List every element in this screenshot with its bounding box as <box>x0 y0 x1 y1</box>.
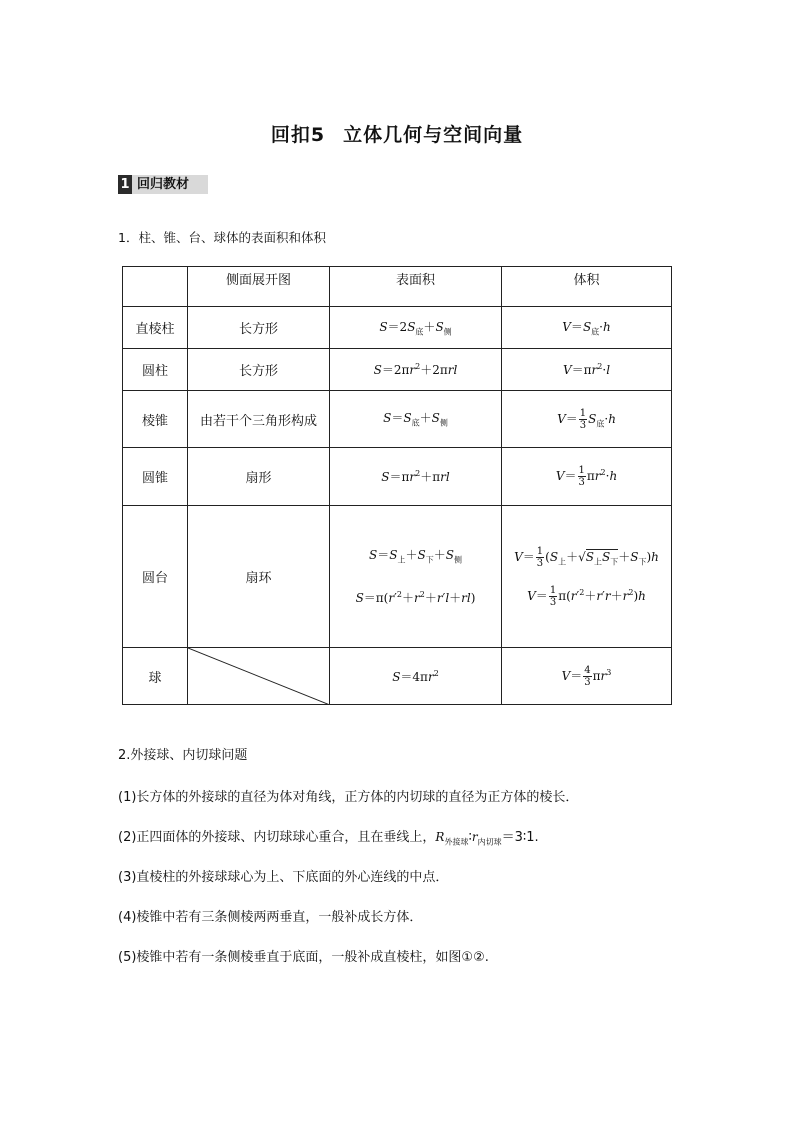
shape-name: 圆锥 <box>123 448 188 506</box>
table-header-row <box>123 267 672 307</box>
volume-formula: V＝ $\frac{1}{3}$ $\pi r^2\cdot h$ <box>502 448 672 506</box>
net-shape-diagonal <box>188 648 330 705</box>
area-formula: $S=2S_底+S_侧$ <box>330 307 502 349</box>
volume-formula: V＝ $\frac{1}{3}$ $(S_上+√S_上S_下+S_下)h$ V＝ $\frac{1}{3}$ $\pi(r'^2+r'r+r^2)h$ <box>502 506 672 648</box>
net-shape: 由若干个三角形构成 <box>188 391 330 448</box>
table-row <box>123 448 672 506</box>
header-cell: 体积 <box>502 267 672 307</box>
list-item: (2)正四面体的外接球、内切球球心重合，且在垂线上，$R_{外接球}∶r_{内切球}=3∶1$. <box>118 830 539 847</box>
header-cell: 侧面展开图 <box>188 267 330 307</box>
area-formula: $S=4\pi r^2$ <box>330 648 502 705</box>
table-row <box>123 506 672 648</box>
list-item: (4)棱锥中若有三条侧棱两两垂直，一般补成长方体． <box>118 910 423 925</box>
shape-name: 球 <box>123 648 188 705</box>
diagonal-line <box>188 648 330 705</box>
volume-formula: V＝ $\frac{4}{3}$ $\pi r^3$ <box>502 648 672 705</box>
volume-formula: V＝ $\frac{1}{3}$ $S_底\cdot h$ <box>502 391 672 448</box>
net-shape: 扇环 <box>188 506 330 648</box>
shape-name: 棱锥 <box>123 391 188 448</box>
table-row <box>123 648 672 705</box>
page-title: 回扣5 立体几何与空间向量 <box>270 124 524 146</box>
section-number: 1 <box>118 175 132 194</box>
list-item: (1)长方体的外接球的直径为体对角线，正方体的内切球的直径为正方体的棱长． <box>118 790 579 805</box>
area-formula: $S=2\pi r^2+2\pi rl$ <box>330 349 502 391</box>
shape-name: 直棱柱 <box>123 307 188 349</box>
table-row <box>123 307 672 349</box>
header-cell <box>123 267 188 307</box>
area-formula: $S=S_底+S_侧$ <box>330 391 502 448</box>
volume-formula: $V=S_底\cdot h$ <box>502 307 672 349</box>
heading-surface-volume: 1．柱、锥、台、球体的表面积和体积 <box>118 230 326 245</box>
area-formula: $S=S_上+S_下+S_侧$ $S=\pi(r'^2+r^2+r'l+rl)$ <box>330 506 502 648</box>
shape-name: 圆台 <box>123 506 188 648</box>
table-row <box>123 391 672 448</box>
heading-sphere-problems: 2.外接球、内切球问题 <box>118 748 248 763</box>
section-tag <box>118 175 208 194</box>
volume-formula: $V=\pi r^2\cdot l$ <box>502 349 672 391</box>
header-cell: 表面积 <box>330 267 502 307</box>
section-label: 回归教材 <box>137 177 190 192</box>
list-item: (3)直棱柱的外接球球心为上、下底面的外心连线的中点． <box>118 870 449 885</box>
list-item: (5)棱锥中若有一条侧棱垂直于底面，一般补成直棱柱，如图①②. <box>118 950 489 965</box>
table-row <box>123 349 672 391</box>
shape-name: 圆柱 <box>123 349 188 391</box>
area-formula: $S=\pi r^2+\pi rl$ <box>330 448 502 506</box>
formula-table <box>122 266 672 705</box>
net-shape: 长方形 <box>188 349 330 391</box>
net-shape: 扇形 <box>188 448 330 506</box>
net-shape: 长方形 <box>188 307 330 349</box>
